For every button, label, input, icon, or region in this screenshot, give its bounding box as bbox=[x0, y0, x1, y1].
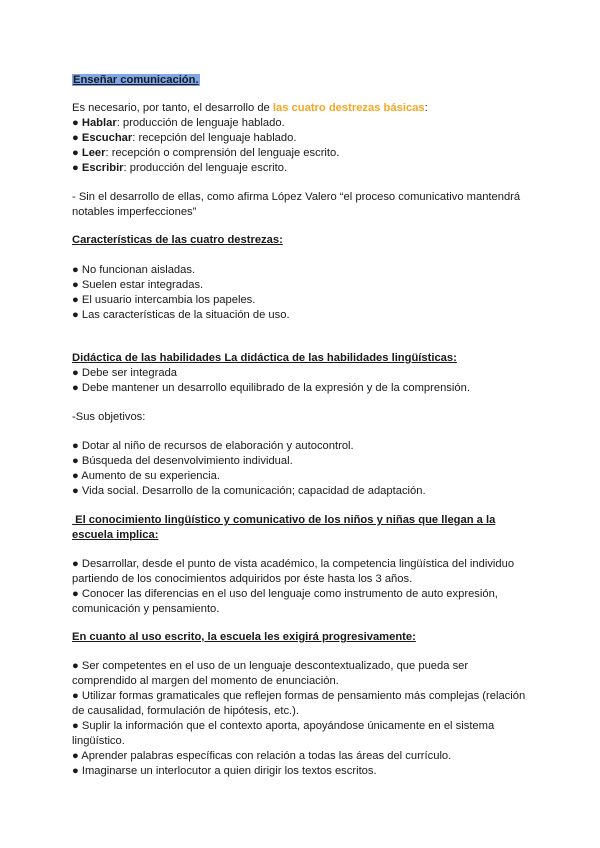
section-heading-conocimiento-1: El conocimiento lingüístico y comunicativo de los niños y niñas que llegan a la bbox=[72, 514, 496, 526]
section-heading-caracteristicas: Características de las cuatro destrezas: bbox=[72, 234, 283, 246]
document-title: Enseñar comunicación. bbox=[73, 74, 199, 86]
skill-item-escribir bbox=[72, 161, 287, 176]
list-item: ● Conocer las diferencias en el uso del lenguaje como instrumento de auto expresión, bbox=[72, 588, 498, 600]
skill-term: Leer bbox=[81, 147, 106, 159]
bullet: ● bbox=[72, 132, 82, 144]
objectives-subheading: -Sus objetivos: bbox=[72, 411, 146, 423]
intro-highlight: las cuatro destrezas básicas bbox=[272, 102, 425, 114]
list-item: ● Aumento de su experiencia. bbox=[72, 470, 220, 482]
list-item-continuation: comprendido al margen del momento de enunciación. bbox=[72, 675, 339, 687]
list-item: ● Debe ser integrada bbox=[72, 367, 178, 379]
skill-item-leer bbox=[72, 146, 339, 161]
list-item: ● Vida social. Desarrollo de la comunicación; capacidad de adaptación. bbox=[72, 485, 426, 497]
list-item: ● Aprender palabras específicas con relación a todas las áreas del currículo. bbox=[72, 750, 452, 762]
list-item: ● No funcionan aisladas. bbox=[72, 264, 196, 276]
section-heading-uso-escrito: En cuanto al uso escrito, la escuela les exigirá progresivamente: bbox=[72, 631, 416, 643]
skill-desc: : producción del lenguaje escrito. bbox=[123, 162, 288, 174]
skill-item-hablar bbox=[72, 116, 285, 131]
list-item: ● Dotar al niño de recursos de elaboración y autocontrol. bbox=[72, 440, 354, 452]
list-item: ● Búsqueda del desenvolvimiento individual. bbox=[72, 455, 293, 467]
skill-desc: : recepción del lenguaje hablado. bbox=[132, 132, 297, 144]
list-item: ● Suelen estar integradas. bbox=[72, 279, 204, 291]
list-item-continuation: lingüístico. bbox=[72, 735, 125, 747]
list-item: ● Las características de la situación de uso. bbox=[72, 309, 290, 321]
list-item-continuation: comunicación y pensamiento. bbox=[72, 603, 220, 615]
list-item-continuation: partiendo de los conocimientos adquiridos por éste hasta los 3 años. bbox=[72, 573, 413, 585]
bullet: ● bbox=[72, 162, 82, 174]
skill-term: Escribir bbox=[81, 162, 124, 174]
skill-desc: : producción de lenguaje hablado. bbox=[116, 117, 285, 129]
list-item: ● Debe mantener un desarrollo equilibrado de la expresión y de la comprensión. bbox=[72, 382, 470, 394]
skill-item-escuchar bbox=[72, 131, 296, 146]
section-heading-conocimiento-2: escuela implica: bbox=[72, 529, 159, 541]
quote-line-1: - Sin el desarrollo de ellas, como afirma López Valero “el proceso comunicativo mantendrá bbox=[72, 191, 521, 203]
quote-line-2: notables imperfecciones” bbox=[72, 206, 197, 218]
bullet: ● bbox=[72, 147, 82, 159]
list-item: ● Imaginarse un interlocutor a quien dirigir los textos escritos. bbox=[72, 765, 377, 777]
intro-line bbox=[72, 101, 428, 116]
list-item: ● Desarrollar, desde el punto de vista académico, la competencia lingüística del individuo bbox=[72, 558, 515, 570]
intro-suffix: : bbox=[424, 102, 428, 114]
bullet: ● bbox=[72, 117, 82, 129]
list-item: ● Utilizar formas gramaticales que reflejen formas de pensamiento más complejas (relación bbox=[72, 690, 526, 702]
list-item: ● El usuario intercambia los papeles. bbox=[72, 294, 256, 306]
skill-desc: : recepción o comprensión del lenguaje escrito. bbox=[105, 147, 340, 159]
skill-term: Hablar bbox=[81, 117, 117, 129]
list-item: ● Ser competentes en el uso de un lenguaje descontextualizado, que pueda ser bbox=[72, 660, 469, 672]
section-heading-didactica: Didáctica de las habilidades La didáctica de las habilidades lingüísticas: bbox=[72, 352, 457, 364]
skill-term: Escuchar bbox=[81, 132, 133, 144]
document-title-line bbox=[72, 73, 200, 88]
intro-prefix: Es necesario, por tanto, el desarrollo de bbox=[72, 102, 273, 114]
list-item: ● Suplir la información que el contexto aporta, apoyándose únicamente en el sistema bbox=[72, 720, 495, 732]
list-item-continuation: de causalidad, formulación de hipótesis, etc.). bbox=[72, 705, 299, 717]
